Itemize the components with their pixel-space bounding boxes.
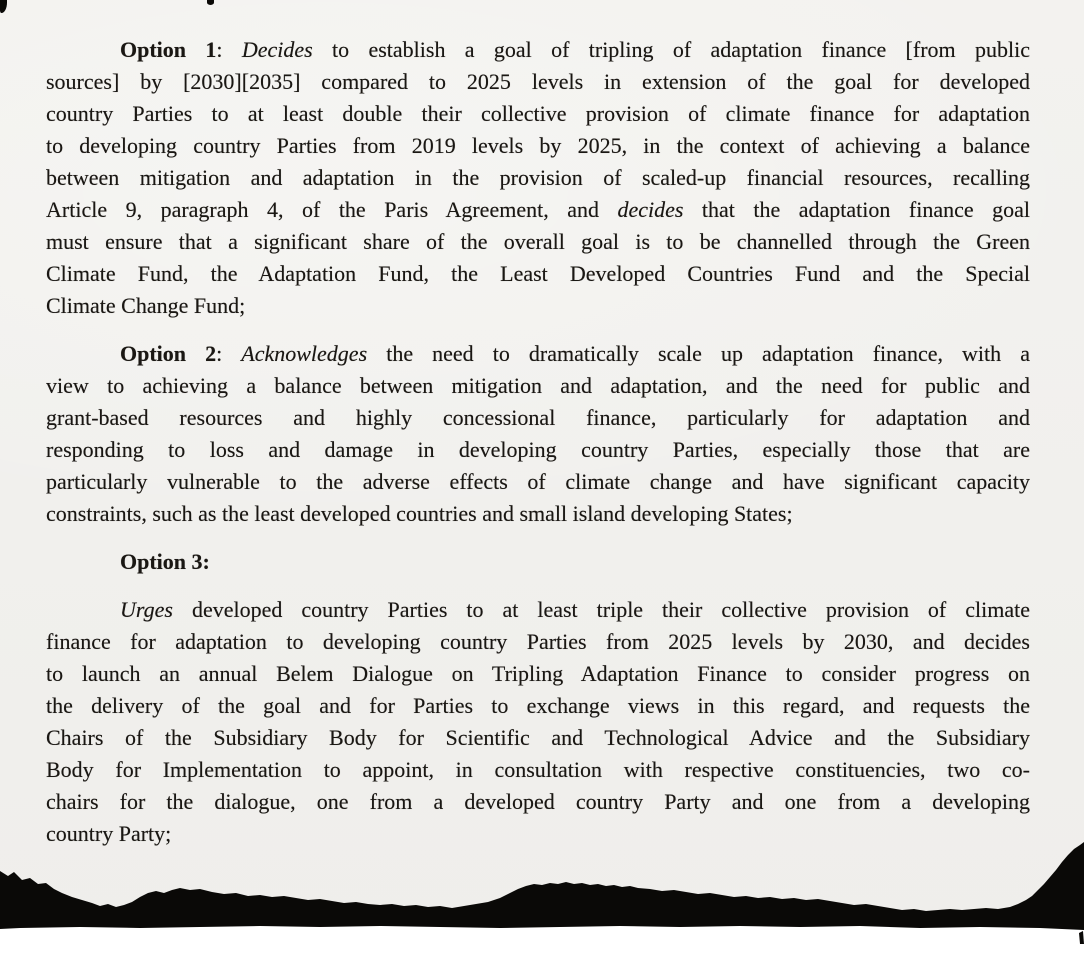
text-line bbox=[46, 498, 1030, 530]
text-segment-regular: grant-based resources and highly concessional finance, particularly for adaptation and bbox=[46, 405, 1030, 430]
scan-artifact-top bbox=[207, 0, 214, 5]
text-line bbox=[46, 434, 1030, 466]
text-segment-regular: the need to dramatically scale up adaptation finance, with a bbox=[367, 341, 1030, 366]
document-text bbox=[0, 34, 1084, 866]
text-line bbox=[46, 226, 1030, 258]
text-segment-regular: constraints, such as the least developed countries and small island developing States; bbox=[46, 501, 793, 526]
paragraph-urges bbox=[46, 594, 1030, 850]
text-segment-regular: view to achieving a balance between mitigation and adaptation, and the need for public and bbox=[46, 373, 1030, 398]
scan-artifact-top-left bbox=[0, 0, 7, 13]
text-segment-regular: Article 9, paragraph 4, of the Paris Agreement, and bbox=[46, 197, 618, 222]
text-segment-regular: country Parties to at least double their collective provision of climate finance for adaptation bbox=[46, 101, 1030, 126]
text-segment-regular: to establish a goal of tripling of adaptation finance [from public bbox=[312, 37, 1030, 62]
text-line bbox=[46, 338, 1030, 370]
text-line bbox=[46, 258, 1030, 290]
text-segment-regular: must ensure that a significant share of the overall goal is to be channelled through the Green bbox=[46, 229, 1030, 254]
text-line bbox=[46, 66, 1030, 98]
text-segment-regular: particularly vulnerable to the adverse effects of climate change and have significant capacity bbox=[46, 469, 1030, 494]
text-segment-bold: Option 2 bbox=[120, 341, 217, 366]
text-segment-regular: : bbox=[216, 37, 242, 62]
text-line bbox=[46, 754, 1030, 786]
text-segment-regular: the delivery of the goal and for Parties to exchange views in this regard, and requests the bbox=[46, 693, 1030, 718]
text-segment-bold: Option 1 bbox=[120, 37, 217, 62]
text-line bbox=[46, 626, 1030, 658]
text-segment-regular: between mitigation and adaptation in the provision of scaled-up financial resources, recalling bbox=[46, 165, 1030, 190]
text-segment-regular: Chairs of the Subsidiary Body for Scientific and Technological Advice and the Subsidiary bbox=[46, 725, 1030, 750]
text-segment-italic: Decides bbox=[241, 37, 313, 62]
text-segment-regular: Climate Fund, the Adaptation Fund, the Least Developed Countries Fund and the Special bbox=[46, 261, 1030, 286]
torn-paper-edge bbox=[0, 820, 1084, 956]
text-segment-italic: Urges bbox=[120, 597, 173, 622]
text-line bbox=[46, 402, 1030, 434]
text-segment-regular: responding to loss and damage in developing country Parties, especially those that are bbox=[46, 437, 1030, 462]
text-segment-regular: sources] by [2030][2035] compared to 2025 levels in extension of the goal for developed bbox=[46, 69, 1030, 94]
paragraph-container bbox=[46, 34, 1030, 850]
text-segment-italic: Acknowledges bbox=[241, 341, 368, 366]
text-line bbox=[46, 370, 1030, 402]
text-line bbox=[46, 34, 1030, 66]
text-line bbox=[46, 290, 1030, 322]
text-line bbox=[46, 546, 1030, 578]
text-line bbox=[46, 786, 1030, 818]
text-line bbox=[46, 98, 1030, 130]
text-segment-regular: : bbox=[216, 341, 242, 366]
text-segment-regular: chairs for the dialogue, one from a developed country Party and one from a developing bbox=[46, 789, 1030, 814]
paragraph-option-3 bbox=[46, 546, 1030, 578]
text-segment-regular: country Party; bbox=[46, 821, 172, 846]
text-segment-bold: Option 3: bbox=[120, 549, 210, 574]
text-line bbox=[46, 690, 1030, 722]
text-line bbox=[46, 162, 1030, 194]
text-line bbox=[46, 722, 1030, 754]
text-segment-regular: finance for adaptation to developing country Parties from 2025 levels by 2030, and decides bbox=[46, 629, 1030, 654]
paragraph-option-2 bbox=[46, 338, 1030, 530]
text-segment-italic: decides bbox=[617, 197, 684, 222]
text-segment-regular: to launch an annual Belem Dialogue on Tripling Adaptation Finance to consider progress on bbox=[46, 661, 1030, 686]
text-line bbox=[46, 130, 1030, 162]
text-line bbox=[46, 466, 1030, 498]
text-segment-regular: that the adaptation finance goal bbox=[683, 197, 1030, 222]
text-segment-regular: to developing country Parties from 2019 levels by 2025, in the context of achieving a balance bbox=[46, 133, 1030, 158]
paragraph-option-1 bbox=[46, 34, 1030, 322]
text-line bbox=[46, 594, 1030, 626]
text-line bbox=[46, 194, 1030, 226]
text-segment-regular: Climate Change Fund; bbox=[46, 293, 246, 318]
text-segment-regular: Body for Implementation to appoint, in consultation with respective constituencies, two co- bbox=[46, 757, 1030, 782]
text-line bbox=[46, 658, 1030, 690]
text-segment-regular: developed country Parties to at least triple their collective provision of climate bbox=[172, 597, 1030, 622]
